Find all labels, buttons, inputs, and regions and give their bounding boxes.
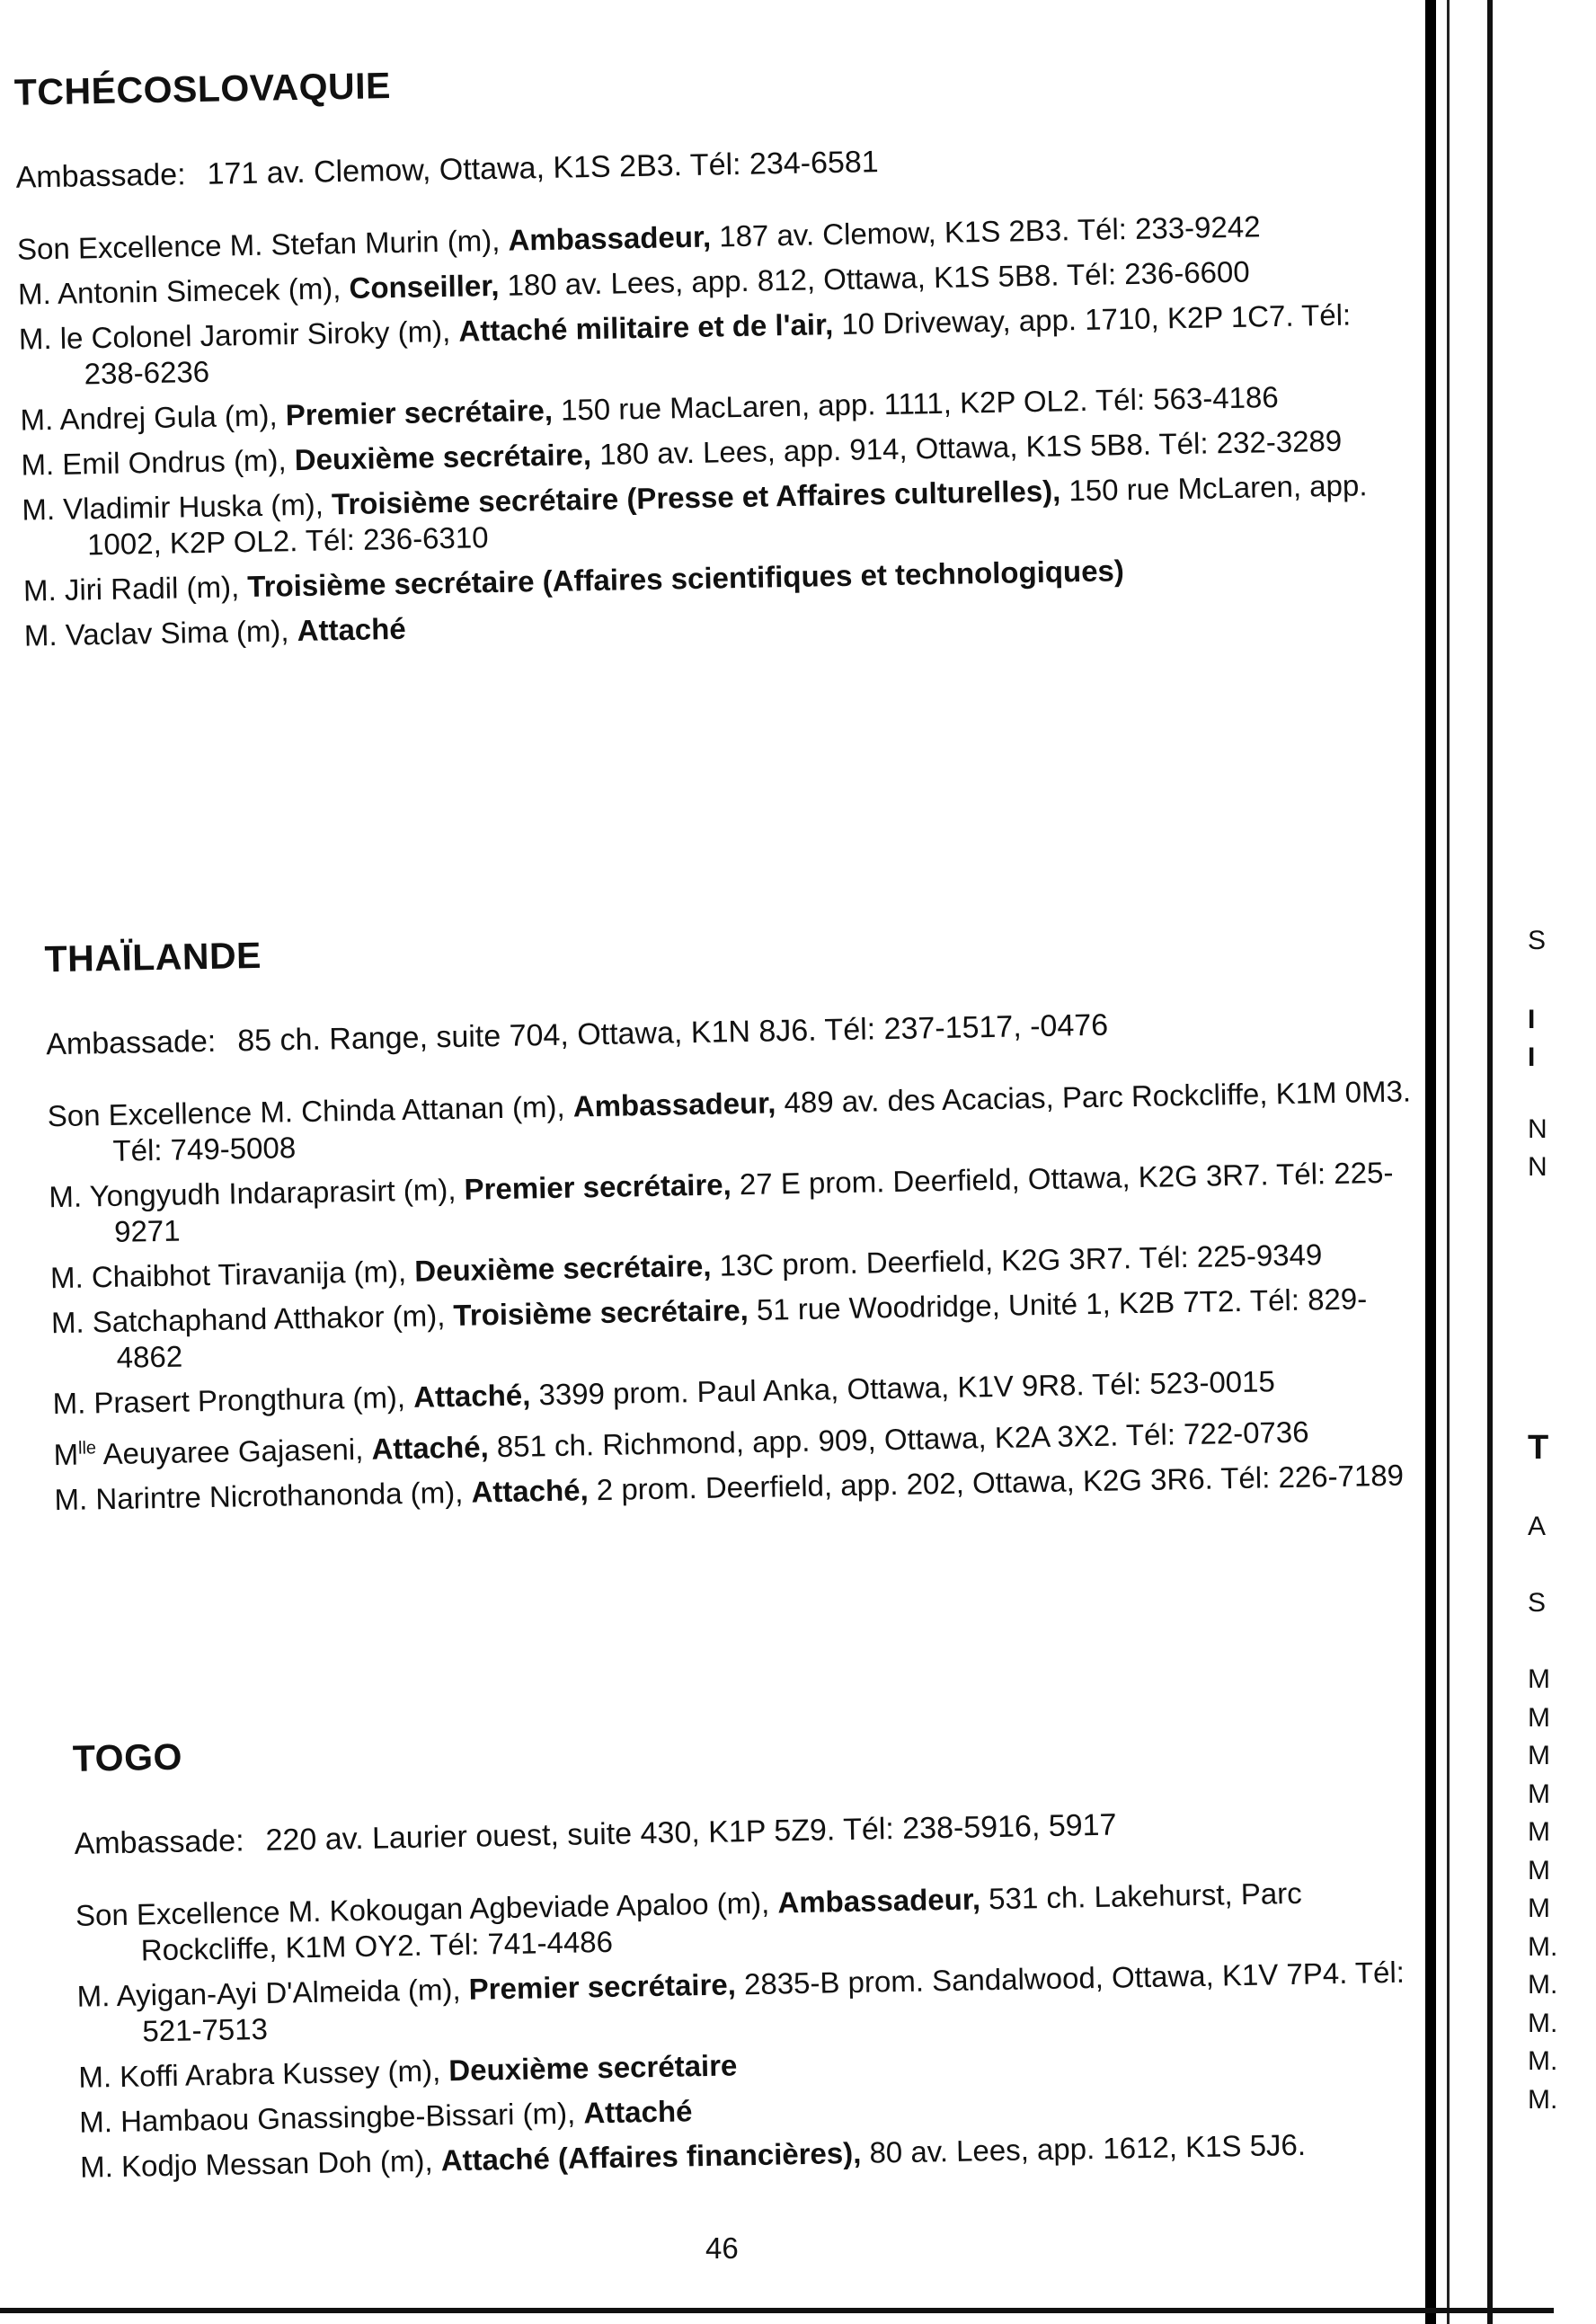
- facing-page-fragment: M: [1528, 1894, 1550, 1923]
- facing-page-fragment: I: [1528, 1005, 1536, 1034]
- staff-entry: M. Narintre Nicrothanonda (m), Attaché, 2 prom. Deerfield, app. 202, Ottawa, K2G 3R6. Tél: 226-7189: [54, 1458, 1405, 1517]
- section-togo: [72, 1713, 1446, 2195]
- staff-entry: M. Prasert Prongthura (m), Attaché, 3399 prom. Paul Anka, Ottawa, K1V 9R8. Tél: 523-0015: [52, 1364, 1276, 1421]
- embassy-address: [46, 1002, 1412, 1062]
- section-title: THAÏLANDE: [44, 934, 262, 980]
- section-title: TCHÉCOSLOVAQUIE: [13, 65, 392, 113]
- staff-entry: M. Ayigan-Ayi D'Almeida (m), Premier secrétaire, 2835-B prom. Sandalwood, Ottawa, K1V 7P4. Tél: 521-7513: [76, 1955, 1405, 2048]
- staff-entry: $M^{lle}$ Aeuyaree Gajaseni, Attaché, 851 ch. Richmond, app. 909, Ottawa, K2A 3X2. Tél: 722-0736: [53, 1415, 1309, 1472]
- staff-entry: Son Excellence M. Chinda Attanan (m), Ambassadeur, 489 av. des Acacias, Parc Rockcliffe, K1M 0M3. Tél: 749-5008: [47, 1074, 1412, 1167]
- section-thailande: [44, 913, 1421, 1527]
- embassy-text: 171 av. Clemow, Ottawa, K1S 2B3. Tél: 234-6581: [207, 145, 879, 191]
- facing-page-fragment: M: [1528, 1703, 1550, 1733]
- embassy-address: [15, 136, 1381, 196]
- facing-page-fragment: S: [1528, 926, 1547, 955]
- facing-page-fragment: I: [1528, 1042, 1536, 1072]
- staff-entry: M. Yongyudh Indaraprasirt (m), Premier secrétaire, 27 E prom. Deerfield, Ottawa, K2G 3R7. Tél: 225-9271: [49, 1155, 1394, 1248]
- page-number: 46: [705, 2231, 739, 2265]
- staff-entry: M. Hambaou Gnassingbe-Bissari (m), Attaché: [78, 2094, 693, 2139]
- embassy-label: Ambassade:: [45, 1024, 217, 1062]
- staff-entry: M. Antonin Simecek (m), Conseiller, 180 av. Lees, app. 812, Ottawa, K1S 5B8. Tél: 236-6600: [17, 254, 1250, 311]
- staff-entry: M. Jiri Radil (m), Troisième secrétaire (Affaires scientifiques et technologiques): [22, 554, 1125, 608]
- staff-entry: M. Andrej Gula (m), Premier secrétaire, 150 rue MacLaren, app. 1111, K2P OL2. Tél: 563-4186: [20, 380, 1279, 437]
- facing-page-fragment: N: [1528, 1114, 1547, 1144]
- section-title: TOGO: [72, 1735, 183, 1779]
- staff-entry: M. Chaibhot Tiravanija (m), Deuxième secrétaire, 13C prom. Deerfield, K2G 3R7. Tél: 225-9349: [49, 1237, 1323, 1295]
- binding-line: [1447, 0, 1450, 2324]
- staff-entry: Son Excellence M. Kokougan Agbeviade Apaloo (m), Ambassadeur, 531 ch. Lakehurst, Parc Rockcliffe, K1M OY2. Tél: 741-4486: [75, 1876, 1302, 1967]
- staff-entry: M. Kodjo Messan Doh (m), Attaché (Affaires financières), 80 av. Lees, app. 1612, K1S 5J6.: [79, 2127, 1307, 2184]
- embassy-address: [74, 1802, 1440, 1862]
- facing-page-fragment: M: [1528, 1779, 1550, 1809]
- staff-list: [17, 207, 1390, 654]
- embassy-label: Ambassade:: [74, 1823, 244, 1861]
- facing-page-fragment: N: [1528, 1152, 1547, 1182]
- facing-page-fragment: M: [1528, 1664, 1550, 1694]
- staff-entry: Son Excellence M. Stefan Murin (m), Ambassadeur, 187 av. Clemow, K1S 2B3. Tél: 233-9242: [16, 209, 1261, 266]
- embassy-text: 220 av. Laurier ouest, suite 430, K1P 5Z9. Tél: 238-5916, 5917: [265, 1807, 1117, 1858]
- section-tchecoslovaquie: [13, 47, 1390, 663]
- staff-list: [47, 1073, 1420, 1518]
- facing-page-fragment: M.: [1528, 2046, 1558, 2076]
- facing-page-fragment: M.: [1528, 2085, 1558, 2115]
- facing-page-fragment: M.: [1528, 1932, 1558, 1962]
- staff-entry: M. le Colonel Jaromir Siroky (m), Attaché militaire et de l'air, 10 Driveway, app. 1710, K2P 1C7. Tél: 238-6236: [18, 297, 1352, 391]
- facing-page-fragment: M: [1528, 1741, 1550, 1770]
- facing-page-fragment: A: [1528, 1512, 1547, 1541]
- binding-edge: [1425, 0, 1436, 2324]
- embassy-label: Ambassade:: [15, 157, 186, 195]
- staff-entry: M. Satchaphand Atthakor (m), Troisième secrétaire, 51 rue Woodridge, Unité 1, K2B 7T2. Tél: 829-4862: [50, 1282, 1368, 1374]
- facing-page-fragment: M.: [1528, 2009, 1558, 2038]
- facing-page-fragment: M: [1528, 1856, 1550, 1885]
- staff-entry: M. Koffi Arabra Kussey (m), Deuxième secrétaire: [78, 2048, 738, 2094]
- facing-page-fragment: T: [1528, 1429, 1549, 1467]
- facing-page-fragment: M: [1528, 1817, 1550, 1847]
- facing-page-fragment: S: [1528, 1588, 1547, 1618]
- staff-entry: M. Vladimir Huska (m), Troisième secrétaire (Presse et Affaires culturelles), 150 rue McLaren, app. 1002, K2P OL2. Tél: 236-6310: [22, 468, 1368, 562]
- embassy-text: 85 ch. Range, suite 704, Ottawa, K1N 8J6. Tél: 237-1517, -0476: [236, 1007, 1109, 1059]
- staff-list: [75, 1873, 1447, 2186]
- staff-entry: M. Emil Ondrus (m), Deuxième secrétaire, 180 av. Lees, app. 914, Ottawa, K1S 5B8. Tél: 232-3289: [21, 423, 1343, 482]
- page-bottom-edge: [0, 2308, 1554, 2313]
- staff-entry: M. Vaclav Sima (m), Attaché: [23, 611, 407, 652]
- facing-page-fragment: M.: [1528, 1970, 1558, 2000]
- facing-page-margin-line: [1487, 0, 1493, 2324]
